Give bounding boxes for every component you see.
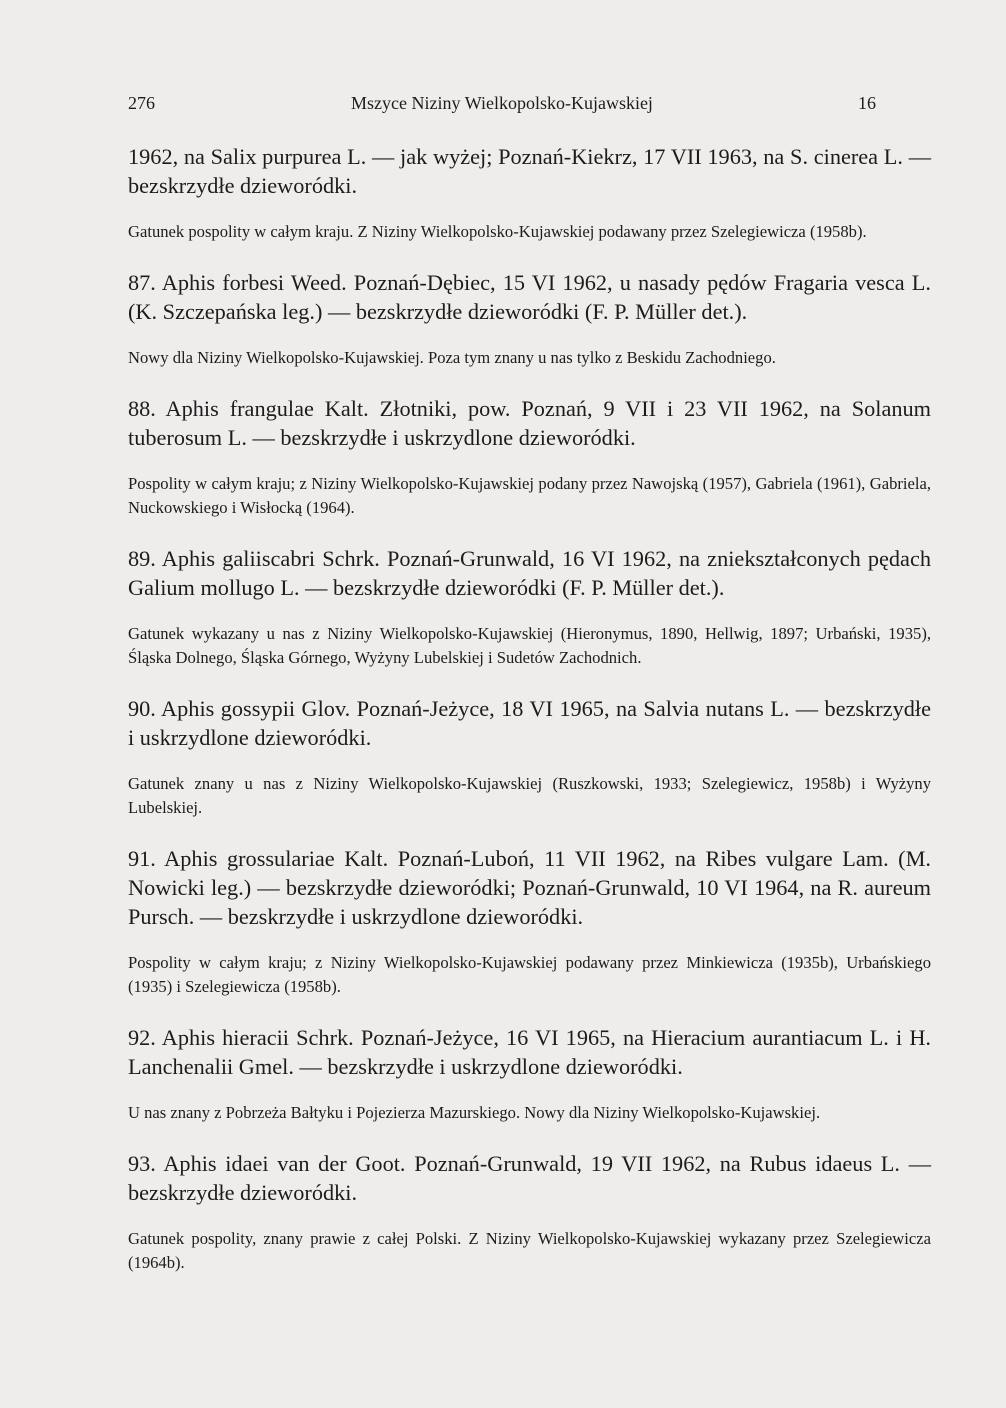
species-entry: 87. Aphis forbesi Weed. Poznań-Dębiec, 15 VI 1962, u nasady pędów Fragaria vesca L. (K. Szczepańska leg.) — bezskrzydłe dzieworódki (F. P. Müller det.). xyxy=(128,270,931,324)
species-entry: 1962, na Salix purpurea L. — jak wyżej; Poznań-Kiekrz, 17 VII 1963, na S. cinerea L. — bezskrzydłe dzieworódki. xyxy=(128,144,931,198)
species-entry: 88. Aphis frangulae Kalt. Złotniki, pow. Poznań, 9 VII i 23 VII 1962, na Solanum tuberosum L. — bezskrzydłe i uskrzydlone dzieworódki. xyxy=(128,396,931,450)
page-number: 276 xyxy=(128,93,155,113)
species-note: Pospolity w całym kraju; z Niziny Wielkopolsko-Kujawskiej podany przez Nawojską (1957), Gabriela (1961), Gabriela, Nuckowskiego i Wisłocką (1964). xyxy=(128,474,931,517)
page-body xyxy=(128,142,931,1275)
species-note: Gatunek znany u nas z Niziny Wielkopolsko-Kujawskiej (Ruszkowski, 1933; Szelegiewicz, 1958b) i Wyżyny Lubelskiej. xyxy=(128,774,931,817)
species-note: U nas znany z Pobrzeża Bałtyku i Pojezierza Mazurskiego. Nowy dla Niziny Wielkopolsko-Kujawskiej. xyxy=(128,1103,821,1122)
sheet-number: 16 xyxy=(858,93,876,113)
running-title: Mszyce Niziny Wielkopolsko-Kujawskiej xyxy=(351,93,653,113)
species-entry: 93. Aphis idaei van der Goot. Poznań-Grunwald, 19 VII 1962, na Rubus idaeus L. — bezskrzydłe dzieworódki. xyxy=(128,1151,931,1205)
species-note: Gatunek pospolity, znany prawie z całej Polski. Z Niziny Wielkopolsko-Kujawskiej wykazany przez Szelegiewicza (1964b). xyxy=(128,1229,931,1272)
species-entry: 90. Aphis gossypii Glov. Poznań-Jeżyce, 18 VI 1965, na Salvia nutans L. — bezskrzydłe i uskrzydlone dzieworódki. xyxy=(128,696,931,750)
species-note: Gatunek wykazany u nas z Niziny Wielkopolsko-Kujawskiej (Hieronymus, 1890, Hellwig, 1897; Urbański, 1935), Śląska Dolnego, Śląska Górnego, Wyżyny Lubelskiej i Sudetów Zachodnich. xyxy=(128,624,931,667)
species-entry: 89. Aphis galiiscabri Schrk. Poznań-Grunwald, 16 VI 1962, na zniekształconych pędach Galium mollugo L. — bezskrzydłe dzieworódki (F. P. Müller det.). xyxy=(128,546,931,600)
species-note: Gatunek pospolity w całym kraju. Z Niziny Wielkopolsko-Kujawskiej podawany przez Szelegiewicza (1958b). xyxy=(128,222,867,241)
species-note: Nowy dla Niziny Wielkopolsko-Kujawskiej. Poza tym znany u nas tylko z Beskidu Zachodniego. xyxy=(128,348,776,367)
species-note: Pospolity w całym kraju; z Niziny Wielkopolsko-Kujawskiej podawany przez Minkiewicza (1935b), Urbańskiego (1935) i Szelegiewicza (1958b). xyxy=(128,953,931,996)
species-entry: 92. Aphis hieracii Schrk. Poznań-Jeżyce, 16 VI 1965, na Hieracium aurantiacum L. i H. Lanchenalii Gmel. — bezskrzydłe i uskrzydlone dzieworódki. xyxy=(128,1025,931,1079)
species-entry: 91. Aphis grossulariae Kalt. Poznań-Luboń, 11 VII 1962, na Ribes vulgare Lam. (M. Nowicki leg.) — bezskrzydłe dzieworódki; Poznań-Grunwald, 10 VI 1964, na R. aureum Pursch. — bezskrzydłe i uskrzydlone dzieworódki. xyxy=(128,846,931,929)
